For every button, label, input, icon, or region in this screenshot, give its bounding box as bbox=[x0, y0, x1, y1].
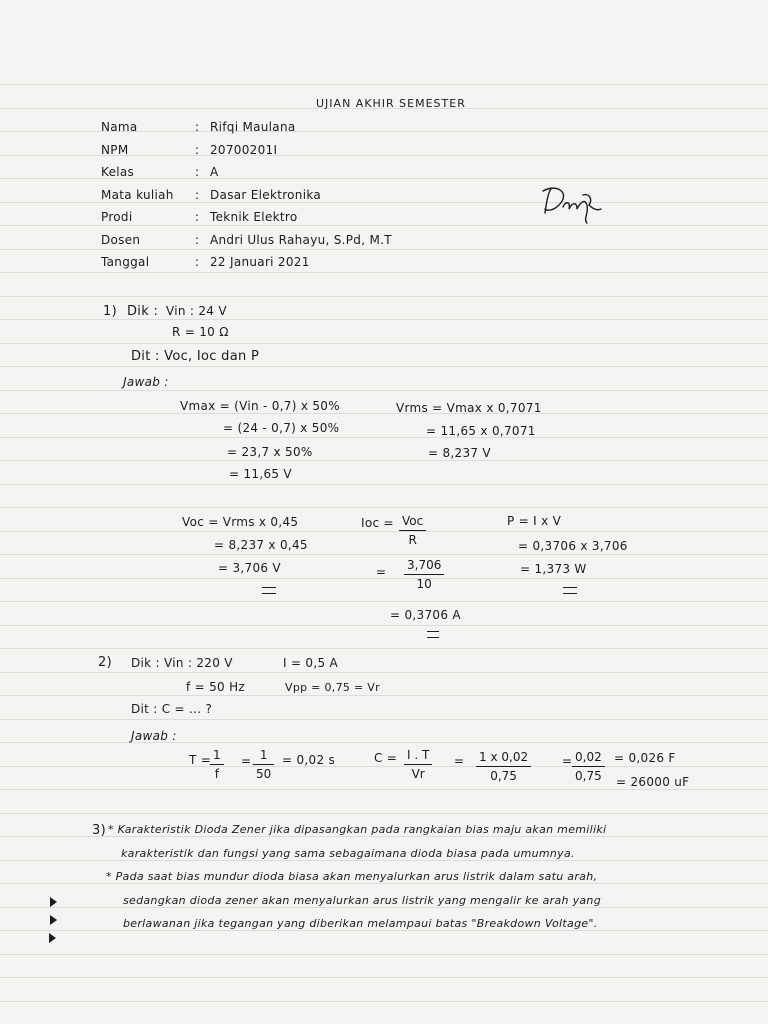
c-numerator-3: 0,02 bbox=[575, 750, 602, 764]
vrms-line-1: Vrms = Vmax x 0,7071 bbox=[396, 401, 542, 415]
ruled-line bbox=[0, 484, 768, 485]
ruled-line bbox=[0, 977, 768, 978]
signature bbox=[537, 183, 607, 229]
ruled-line bbox=[0, 836, 768, 837]
ioc-fraction-2 bbox=[404, 558, 444, 591]
q1-dik-label: Dik : bbox=[127, 304, 159, 319]
identity-value: Dasar Elektronika bbox=[210, 187, 322, 202]
c-fraction-1 bbox=[404, 748, 432, 781]
vmax-line-3: = 23,7 x 50% bbox=[227, 445, 313, 459]
q3-line-3: * Pada saat bias mundur dioda biasa akan menyalurkan arus listrik dalam satu arah, bbox=[106, 870, 598, 883]
c-denominator-3: 0,75 bbox=[575, 769, 602, 783]
c-fraction-3 bbox=[572, 750, 605, 783]
identity-value: 22 Januari 2021 bbox=[210, 255, 310, 269]
identity-value: Teknik Elektro bbox=[210, 210, 298, 224]
t-numerator-1: 1 bbox=[213, 748, 221, 762]
ruled-line bbox=[0, 390, 768, 391]
ioc-denominator: R bbox=[408, 533, 417, 547]
identity-label: Prodi bbox=[101, 210, 133, 224]
voc-line-3: = 3,706 V bbox=[218, 561, 281, 575]
vmax-line-4: = 11,65 V bbox=[229, 467, 292, 481]
identity-colon: : bbox=[195, 165, 200, 179]
q2-dik-vpp: Vpp = 0,75 = Vr bbox=[285, 681, 380, 694]
ruled-line bbox=[0, 319, 768, 320]
ruled-line bbox=[0, 531, 768, 532]
identity-label: Tanggal bbox=[101, 255, 150, 269]
ruled-line bbox=[0, 672, 768, 673]
c-numerator-1: I . T bbox=[407, 748, 430, 762]
ruled-line bbox=[0, 695, 768, 696]
ruled-line bbox=[0, 296, 768, 297]
identity-value: A bbox=[210, 165, 219, 179]
ioc-result-underline bbox=[427, 631, 439, 638]
q3-line-5: berlawanan jika tegangan yang diberikan melampaui batas "Breakdown Voltage". bbox=[123, 917, 598, 930]
identity-colon: : bbox=[195, 187, 200, 202]
identity-value: Andri Ulus Rahayu, S.Pd, M.T bbox=[210, 232, 392, 247]
ruled-line bbox=[0, 554, 768, 555]
ruled-line bbox=[0, 625, 768, 626]
vrms-line-3: = 8,237 V bbox=[428, 446, 491, 460]
ruled-line bbox=[0, 648, 768, 649]
ruled-line bbox=[0, 272, 768, 273]
voc-line-2: = 8,237 x 0,45 bbox=[214, 538, 308, 552]
ruled-line bbox=[0, 225, 768, 226]
voc-line-1: Voc = Vrms x 0,45 bbox=[182, 515, 299, 529]
q1-number: 1) bbox=[103, 304, 117, 319]
q1-dik-vin: Vin : 24 V bbox=[166, 304, 227, 318]
ruled-line bbox=[0, 460, 768, 461]
identity-colon: : bbox=[195, 232, 200, 247]
vrms-line-2: = 11,65 x 0,7071 bbox=[426, 424, 536, 438]
q2-dik-i: I = 0,5 A bbox=[283, 656, 339, 670]
ioc-numerator-2: 3,706 bbox=[407, 558, 442, 572]
ruled-line bbox=[0, 366, 768, 367]
voc-result-underline bbox=[262, 587, 276, 594]
ruled-line bbox=[0, 860, 768, 861]
c-fraction-2 bbox=[476, 750, 531, 783]
q3-line-2: karakteristik dan fungsi yang sama sebagaimana dioda biasa pada umumnya. bbox=[121, 847, 575, 860]
t-denominator-1: f bbox=[214, 767, 219, 781]
identity-label: Kelas bbox=[101, 165, 135, 179]
ruled-line bbox=[0, 883, 768, 884]
identity-colon: : bbox=[195, 120, 200, 134]
ruled-line bbox=[0, 249, 768, 250]
vmax-line-1: Vmax = (Vin - 0,7) x 50% bbox=[180, 399, 340, 413]
t-result: = 0,02 s bbox=[282, 753, 336, 767]
q1-dik-r: R = 10 Ω bbox=[172, 325, 229, 339]
ruled-line bbox=[0, 742, 768, 743]
p-line-1: P = I x V bbox=[507, 514, 562, 528]
t-fraction-2 bbox=[253, 748, 274, 781]
ruled-line bbox=[0, 789, 768, 790]
ruled-line bbox=[0, 437, 768, 438]
ruled-line bbox=[0, 84, 768, 85]
q1-dit: Dit : Voc, Ioc dan P bbox=[131, 349, 260, 364]
ruled-line bbox=[0, 954, 768, 955]
identity-label: NPM bbox=[101, 142, 129, 157]
ioc-result: = 0,3706 A bbox=[390, 608, 461, 622]
t-eq: = bbox=[241, 754, 252, 768]
t-denominator-2: 50 bbox=[256, 767, 272, 781]
ruled-line bbox=[0, 601, 768, 602]
q2-dit: Dit : C = ... ? bbox=[131, 702, 213, 716]
t-lhs: T = bbox=[189, 753, 212, 767]
ioc-numerator: Voc bbox=[402, 514, 424, 528]
c-result-1: = 0,026 F bbox=[614, 751, 676, 765]
ioc-denominator-2: 10 bbox=[416, 577, 432, 591]
page-title: UJIAN AKHIR SEMESTER bbox=[316, 97, 466, 110]
q2-dik-vin: Dik : Vin : 220 V bbox=[131, 656, 233, 670]
q2-number: 2) bbox=[98, 655, 112, 670]
q2-jawab: Jawab : bbox=[131, 729, 177, 743]
ruled-line bbox=[0, 507, 768, 508]
identity-colon: : bbox=[195, 142, 200, 157]
c-denominator-1: Vr bbox=[411, 767, 425, 781]
c-denominator-2: 0,75 bbox=[490, 769, 517, 783]
q1-jawab: Jawab : bbox=[123, 375, 169, 389]
margin-mark bbox=[50, 915, 57, 925]
c-numerator-2: 1 x 0,02 bbox=[479, 750, 529, 764]
vmax-line-2: = (24 - 0,7) x 50% bbox=[223, 421, 340, 435]
q3-number: 3) bbox=[92, 823, 106, 838]
c-result-2: = 26000 uF bbox=[616, 775, 690, 789]
q2-dik-f: f = 50 Hz bbox=[186, 680, 246, 694]
p-result-underline bbox=[563, 587, 577, 594]
ruled-line bbox=[0, 813, 768, 814]
ioc-lhs: Ioc = bbox=[361, 516, 394, 530]
t-numerator-2: 1 bbox=[259, 748, 268, 762]
ioc-fraction-1 bbox=[399, 514, 426, 547]
ruled-line bbox=[0, 930, 768, 931]
ruled-line bbox=[0, 766, 768, 767]
identity-label: Mata kuliah bbox=[101, 187, 174, 202]
c-eq-1: = bbox=[454, 754, 465, 768]
q3-line-1: * Karakteristik Dioda Zener jika dipasangkan pada rangkaian bias maju akan memiliki bbox=[108, 823, 607, 836]
margin-mark bbox=[49, 933, 56, 943]
q3-line-4: sedangkan dioda zener akan menyalurkan arus listrik yang mengalir ke arah yang bbox=[123, 894, 601, 907]
c-lhs: C = bbox=[374, 751, 398, 765]
t-fraction-1 bbox=[210, 748, 224, 781]
identity-value: 20700201I bbox=[210, 142, 278, 157]
ruled-line bbox=[0, 413, 768, 414]
identity-colon: : bbox=[195, 255, 200, 269]
ruled-line bbox=[0, 719, 768, 720]
identity-colon: : bbox=[195, 210, 200, 224]
ruled-line bbox=[0, 343, 768, 344]
ruled-line bbox=[0, 1001, 768, 1002]
identity-label: Nama bbox=[101, 120, 138, 134]
p-line-3: = 1,373 W bbox=[520, 562, 587, 576]
identity-label: Dosen bbox=[101, 232, 141, 247]
margin-mark bbox=[50, 897, 57, 907]
ruled-line bbox=[0, 202, 768, 203]
ioc-eq: = bbox=[376, 565, 387, 579]
p-line-2: = 0,3706 x 3,706 bbox=[518, 539, 628, 553]
c-eq-2: = bbox=[562, 754, 573, 768]
identity-value: Rifqi Maulana bbox=[210, 120, 296, 134]
ruled-line bbox=[0, 907, 768, 908]
